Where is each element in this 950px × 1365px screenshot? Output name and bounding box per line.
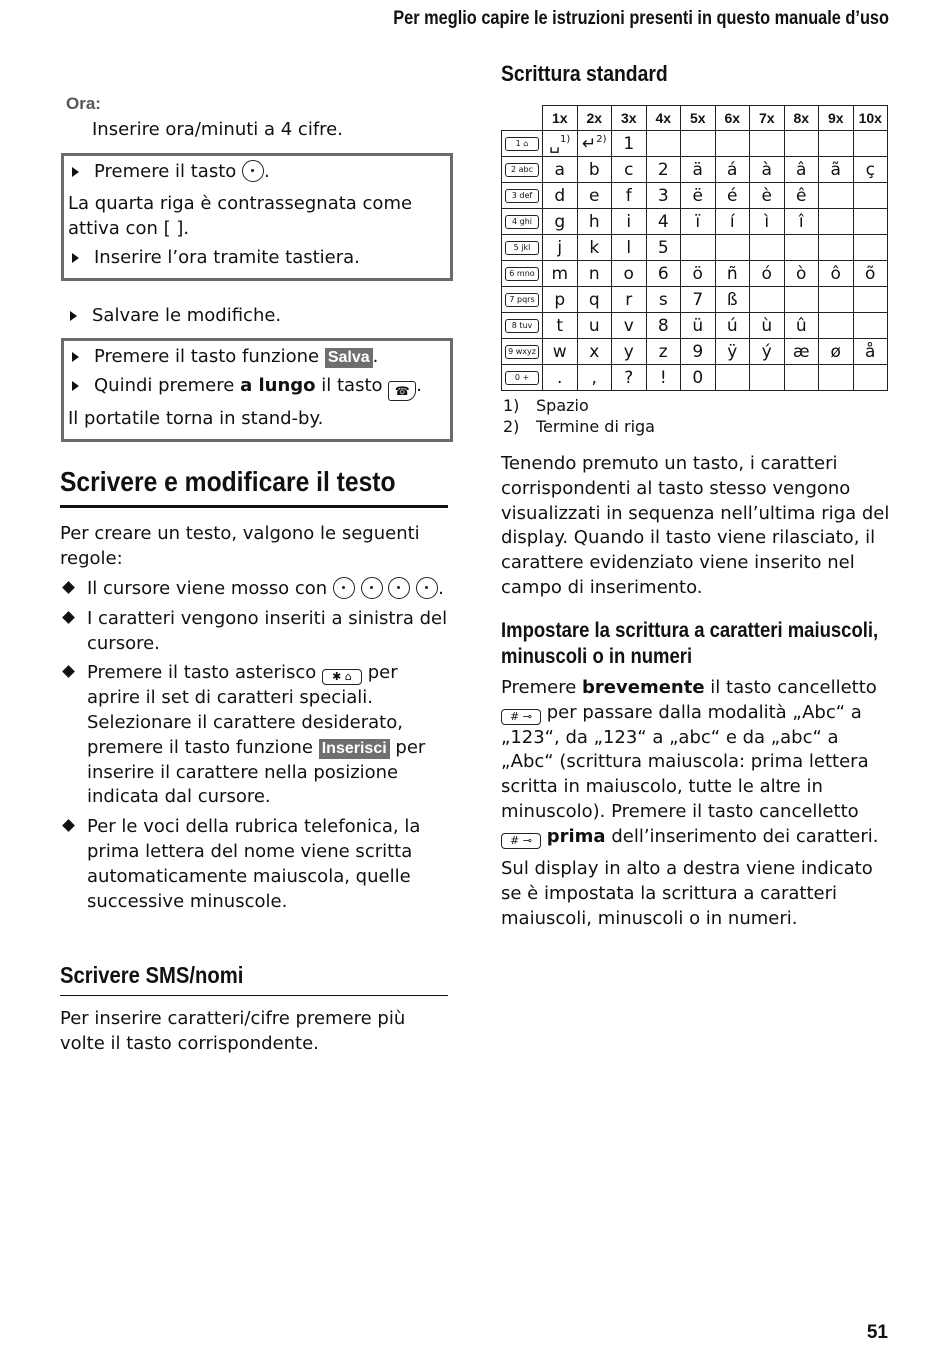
- char-cell: [577, 183, 612, 209]
- char-value: p: [554, 289, 566, 310]
- section-title-rule: [60, 505, 448, 508]
- char-cell: [819, 365, 854, 391]
- char-value: ß: [726, 289, 738, 310]
- char-value: r: [625, 289, 633, 310]
- char-cell: [612, 235, 647, 261]
- char-cell: [750, 235, 785, 261]
- char-value: õ: [865, 263, 876, 284]
- char-cell: [577, 365, 612, 391]
- step-text: il tasto: [321, 374, 383, 396]
- list-item-text: Il cursore viene mosso con: [87, 578, 328, 599]
- char-cell: [784, 131, 819, 157]
- table-row: [502, 157, 888, 183]
- char-value: h: [588, 211, 600, 232]
- char-value: ,: [591, 367, 597, 388]
- char-value: l: [626, 237, 632, 258]
- char-cell: [853, 365, 888, 391]
- char-cell: [819, 157, 854, 183]
- char-cell: [819, 131, 854, 157]
- char-value: i: [626, 211, 632, 232]
- char-cell: [646, 365, 681, 391]
- char-cell: [784, 365, 819, 391]
- step-text-end: .: [264, 161, 270, 182]
- char-value: j: [557, 237, 563, 258]
- char-value: ò: [796, 263, 807, 284]
- char-cell: [681, 313, 716, 339]
- char-value: 3: [657, 185, 669, 206]
- key-cell: [502, 235, 543, 261]
- char-value: a: [554, 159, 565, 180]
- char-value: 9: [692, 341, 704, 362]
- table-row: [502, 209, 888, 235]
- subsection-title: Scrivere SMS/nomi: [60, 962, 244, 988]
- char-value: t: [556, 315, 564, 336]
- char-cell: [715, 313, 750, 339]
- step-press-nav-key: [68, 160, 444, 185]
- char-cell: [784, 157, 819, 183]
- char-value: è: [761, 185, 772, 206]
- key-cell: [502, 313, 543, 339]
- char-cell: [646, 157, 681, 183]
- case-section-title: [501, 617, 878, 669]
- char-cell: [681, 235, 716, 261]
- char-cell: [577, 131, 612, 157]
- char-cell: [715, 261, 750, 287]
- char-cell: [853, 209, 888, 235]
- step-text-end: .: [372, 346, 379, 367]
- case-title-line: minuscoli o in numeri: [501, 644, 693, 668]
- char-cell: [715, 365, 750, 391]
- nav-key-icon: [388, 577, 410, 599]
- page-number: 51: [866, 1322, 888, 1343]
- char-value: y: [623, 341, 634, 362]
- char-cell: [784, 235, 819, 261]
- phone-key-icon: 7 pqrs: [505, 293, 539, 307]
- char-value: b: [588, 159, 600, 180]
- table-header: 9x: [819, 106, 854, 131]
- char-value: î: [798, 211, 804, 232]
- char-cell: [853, 183, 888, 209]
- char-cell: [577, 313, 612, 339]
- char-value: é: [727, 185, 738, 206]
- step-text: Premere il tasto: [94, 161, 237, 182]
- char-cell: [715, 339, 750, 365]
- char-cell: [784, 261, 819, 287]
- char-cell: [819, 287, 854, 313]
- char-cell: [612, 261, 647, 287]
- char-cell: [543, 287, 578, 313]
- char-value: 6: [657, 263, 669, 284]
- list-item-text: per aprire il set di caratteri speciali. Selezionare il carattere desiderato, premere il tasto funzione: [87, 662, 403, 758]
- footnote-number: 2): [503, 417, 520, 436]
- char-cell: [784, 313, 819, 339]
- footnote: [503, 416, 655, 437]
- subsection-rule: [60, 995, 448, 996]
- phone-key-icon: 1 ⌂: [505, 137, 539, 151]
- char-cell: [853, 157, 888, 183]
- instruction-box-time: [61, 153, 453, 281]
- char-cell: [750, 365, 785, 391]
- char-cell: [612, 313, 647, 339]
- char-cell: [612, 183, 647, 209]
- char-cell: [612, 287, 647, 313]
- char-value: ã: [830, 159, 841, 180]
- char-cell: [646, 339, 681, 365]
- char-cell: [577, 235, 612, 261]
- char-cell: [853, 339, 888, 365]
- nav-key-icon: [333, 577, 355, 599]
- char-cell: [784, 339, 819, 365]
- char-cell: [577, 157, 612, 183]
- char-cell: [819, 261, 854, 287]
- ora-instruction: Inserire ora/minuti a 4 cifre.: [92, 119, 343, 140]
- char-value: g: [554, 211, 566, 232]
- phone-key-icon: 6 mno: [505, 267, 539, 281]
- key-cell: [502, 157, 543, 183]
- char-cell: [646, 131, 681, 157]
- footnotes: [503, 395, 655, 437]
- case-paragraph-1: [501, 676, 893, 850]
- char-value: .: [557, 367, 563, 388]
- char-value: ç: [865, 159, 875, 180]
- char-cell: [853, 313, 888, 339]
- char-cell: [612, 339, 647, 365]
- key-cell: [502, 365, 543, 391]
- list-item-end: .: [438, 578, 444, 599]
- para-text: Premere: [501, 677, 577, 698]
- char-value: ý: [761, 341, 772, 362]
- char-cell: [715, 287, 750, 313]
- char-cell: [646, 183, 681, 209]
- char-value: ä: [692, 159, 703, 180]
- table-header-row: [502, 106, 888, 131]
- char-value: 8: [657, 315, 669, 336]
- case-title-line: Impostare la scrittura a caratteri maiuscoli,: [501, 618, 879, 642]
- asterisk-key-icon: ✱ ⌂: [322, 669, 362, 685]
- footnote: [503, 395, 655, 416]
- key-cell: [502, 183, 543, 209]
- char-value: 0: [692, 367, 704, 388]
- softkey-salva: Salva: [325, 348, 373, 368]
- char-value: f: [625, 185, 632, 206]
- step-enter-time: Inserire l’ora tramite tastiera.: [68, 246, 444, 271]
- key-cell: [502, 339, 543, 365]
- table-header-empty: [502, 106, 543, 131]
- char-value: ö: [692, 263, 703, 284]
- table-title: Scrittura standard: [501, 61, 668, 86]
- char-value: à: [761, 159, 772, 180]
- char-cell: [750, 183, 785, 209]
- end-call-key-icon: ☎: [388, 381, 416, 401]
- char-cell: [612, 131, 647, 157]
- section-intro: Per creare un testo, valgono le seguenti regole:: [60, 523, 420, 569]
- char-cell: [543, 131, 578, 157]
- char-cell: [577, 261, 612, 287]
- char-cell: [681, 287, 716, 313]
- char-cell: [715, 209, 750, 235]
- char-cell: [577, 209, 612, 235]
- char-cell: [612, 209, 647, 235]
- list-item: [60, 661, 448, 810]
- footnote-text: Termine di riga: [536, 417, 655, 436]
- char-value: í: [729, 211, 735, 232]
- table-row: [502, 183, 888, 209]
- footnote-text: Spazio: [536, 396, 589, 415]
- char-cell: [646, 209, 681, 235]
- char-cell: [681, 339, 716, 365]
- char-value: s: [658, 289, 668, 310]
- char-value: ê: [796, 185, 807, 206]
- char-cell: [577, 287, 612, 313]
- char-cell: [819, 183, 854, 209]
- char-cell: [543, 209, 578, 235]
- char-value: û: [795, 315, 807, 336]
- table-row: [502, 313, 888, 339]
- table-header: 2x: [577, 106, 612, 131]
- char-cell: [784, 287, 819, 313]
- section-title: Scrivere e modificare il testo: [60, 466, 396, 497]
- ora-label: Ora:: [66, 94, 101, 113]
- step-press-softkey: [68, 345, 444, 370]
- char-cell: [750, 157, 785, 183]
- char-value: ë: [692, 185, 703, 206]
- char-cell: [681, 183, 716, 209]
- char-value: o: [623, 263, 634, 284]
- char-value: e: [589, 185, 600, 206]
- char-value: z: [658, 341, 668, 362]
- char-cell: [543, 365, 578, 391]
- hash-key-icon: # ⊸: [501, 709, 541, 725]
- table-header: 4x: [646, 106, 681, 131]
- phone-key-icon: 8 tuv: [505, 319, 539, 333]
- table-row: [502, 339, 888, 365]
- char-value: ␣: [549, 133, 561, 154]
- key-cell: [502, 131, 543, 157]
- list-item: I caratteri vengono inseriti a sinistra del cursore.: [60, 607, 448, 657]
- table-header: 5x: [681, 106, 716, 131]
- navigation-key-icon: [242, 160, 264, 182]
- key-cell: [502, 209, 543, 235]
- char-cell: [543, 235, 578, 261]
- char-value: 7: [692, 289, 704, 310]
- softkey-inserisci: Inserisci: [319, 739, 390, 759]
- list-item: Per le voci della rubrica telefonica, la prima lettera del nome viene scritta automaticamente maiuscola, quelle successive minuscole.: [60, 815, 448, 914]
- step-long-press-end: [68, 374, 444, 401]
- list-item-text: per inserire il carattere nella posizione indicata dal cursore.: [87, 736, 426, 808]
- footnote-marker: 2): [596, 133, 607, 145]
- phone-key-icon: 9 wxyz: [505, 345, 539, 359]
- char-value: ù: [761, 315, 773, 336]
- char-cell: [853, 235, 888, 261]
- table-row: [502, 365, 888, 391]
- char-value: ↵: [581, 133, 597, 154]
- active-line-note: La quarta riga è contrassegnata come attiva con [ ].: [68, 192, 413, 239]
- phone-key-icon: 5 jkl: [505, 241, 539, 255]
- char-value: k: [589, 237, 600, 258]
- char-value: u: [588, 315, 600, 336]
- char-cell: [681, 209, 716, 235]
- char-value: ü: [692, 315, 704, 336]
- char-cell: [715, 235, 750, 261]
- emphasis-text: prima: [546, 825, 606, 847]
- table-header: 8x: [784, 106, 819, 131]
- sms-instructions: Per inserire caratteri/cifre premere più volte il tasto corrispondente.: [60, 1008, 406, 1054]
- char-cell: [819, 209, 854, 235]
- char-value: x: [589, 341, 600, 362]
- char-value: ó: [761, 263, 772, 284]
- char-value: m: [551, 263, 569, 284]
- char-cell: [612, 365, 647, 391]
- emphasis-text: brevemente: [582, 677, 705, 698]
- step-save-changes: Salvare le modifiche.: [66, 304, 950, 329]
- table-row: [502, 261, 888, 287]
- table-row: [502, 287, 888, 313]
- char-value: ñ: [726, 263, 738, 284]
- char-value: !: [659, 367, 667, 388]
- nav-key-icon: [361, 577, 383, 599]
- instruction-box-save: [61, 338, 453, 442]
- char-value: 4: [657, 211, 669, 232]
- list-item-text: Premere il tasto asterisco: [87, 662, 317, 684]
- char-cell: [750, 339, 785, 365]
- character-table: [501, 105, 888, 391]
- running-header: Per meglio capire le istruzioni presenti in questo manuale d’uso: [393, 8, 889, 29]
- hash-key-icon: # ⊸: [501, 833, 541, 849]
- char-value: æ: [792, 341, 810, 362]
- char-cell: [819, 235, 854, 261]
- char-cell: [681, 365, 716, 391]
- step-text-end: .: [416, 374, 422, 396]
- key-cell: [502, 261, 543, 287]
- hold-key-paragraph: Tenendo premuto un tasto, i caratteri corrispondenti al tasto stesso vengono visualizzati in sequenza nell’ultima riga del display. Quando il tasto viene rilasciato, il carattere evidenziato viene inserito nel campo di inserimento.: [501, 453, 890, 598]
- rules-list: [60, 577, 448, 919]
- phone-key-icon: 4 ghi: [505, 215, 539, 229]
- char-value: ì: [764, 211, 770, 232]
- footnote-number: 1): [503, 396, 520, 415]
- char-value: 1: [623, 133, 635, 154]
- char-value: ?: [624, 367, 634, 388]
- char-cell: [646, 313, 681, 339]
- char-value: å: [865, 341, 876, 362]
- char-cell: [853, 287, 888, 313]
- char-cell: [853, 131, 888, 157]
- table-header: 1x: [543, 106, 578, 131]
- table-header: 3x: [612, 106, 647, 131]
- char-cell: [543, 261, 578, 287]
- char-value: c: [624, 159, 634, 180]
- char-cell: [750, 313, 785, 339]
- char-value: ï: [695, 211, 701, 232]
- step-text: Premere il tasto funzione: [94, 346, 320, 367]
- footnote-marker: 1): [560, 133, 571, 145]
- char-cell: [612, 157, 647, 183]
- table-header: 10x: [853, 106, 888, 131]
- char-cell: [784, 209, 819, 235]
- para-text: dell’inserimento dei caratteri.: [611, 825, 879, 847]
- standby-note: Il portatile torna in stand-by.: [68, 407, 324, 429]
- char-cell: [681, 131, 716, 157]
- char-value: ø: [830, 341, 841, 362]
- char-cell: [750, 131, 785, 157]
- table-header: 6x: [715, 106, 750, 131]
- char-cell: [646, 287, 681, 313]
- char-cell: [750, 209, 785, 235]
- char-cell: [715, 131, 750, 157]
- nav-key-icon: [416, 577, 438, 599]
- char-cell: [715, 183, 750, 209]
- char-value: n: [588, 263, 600, 284]
- char-value: 5: [657, 237, 669, 258]
- char-value: ô: [830, 263, 841, 284]
- char-value: 2: [657, 159, 669, 180]
- char-value: w: [552, 341, 567, 362]
- char-value: â: [796, 159, 807, 180]
- char-value: á: [727, 159, 738, 180]
- char-cell: [750, 287, 785, 313]
- table-row: [502, 235, 888, 261]
- char-cell: [543, 157, 578, 183]
- para-text: per passare dalla modalità „Abc“ a „123“, da „123“ a „abc“ e da „abc“ a „Abc“ (scrittura maiuscola: prima lettera scritta in maiuscolo, tutte le altre in minuscolo). Premere il tasto cancelletto: [501, 701, 869, 822]
- char-cell: [543, 313, 578, 339]
- char-cell: [681, 157, 716, 183]
- step-text: Quindi premere: [94, 374, 235, 396]
- table-row: [502, 131, 888, 157]
- char-cell: [819, 313, 854, 339]
- char-cell: [819, 339, 854, 365]
- char-cell: [577, 339, 612, 365]
- table-header: 7x: [750, 106, 785, 131]
- char-cell: [681, 261, 716, 287]
- char-cell: [853, 261, 888, 287]
- char-cell: [646, 261, 681, 287]
- para-text: il tasto cancelletto: [710, 677, 877, 698]
- phone-key-icon: 2 abc: [505, 163, 539, 177]
- phone-key-icon: 0 +: [505, 371, 539, 385]
- char-cell: [543, 183, 578, 209]
- char-value: d: [554, 185, 566, 206]
- emphasis-text: a lungo: [240, 374, 316, 396]
- char-cell: [750, 261, 785, 287]
- char-value: ú: [726, 315, 738, 336]
- key-cell: [502, 287, 543, 313]
- char-cell: [784, 183, 819, 209]
- char-value: ÿ: [727, 341, 738, 362]
- case-paragraph-2: Sul display in alto a destra viene indicato se è impostata la scrittura a caratteri maiuscoli, minuscoli o in numeri.: [501, 858, 873, 929]
- char-cell: [646, 235, 681, 261]
- char-value: q: [588, 289, 600, 310]
- char-value: v: [623, 315, 634, 336]
- phone-key-icon: 3 def: [505, 189, 539, 203]
- list-item: [60, 577, 448, 602]
- char-cell: [543, 339, 578, 365]
- char-cell: [715, 157, 750, 183]
